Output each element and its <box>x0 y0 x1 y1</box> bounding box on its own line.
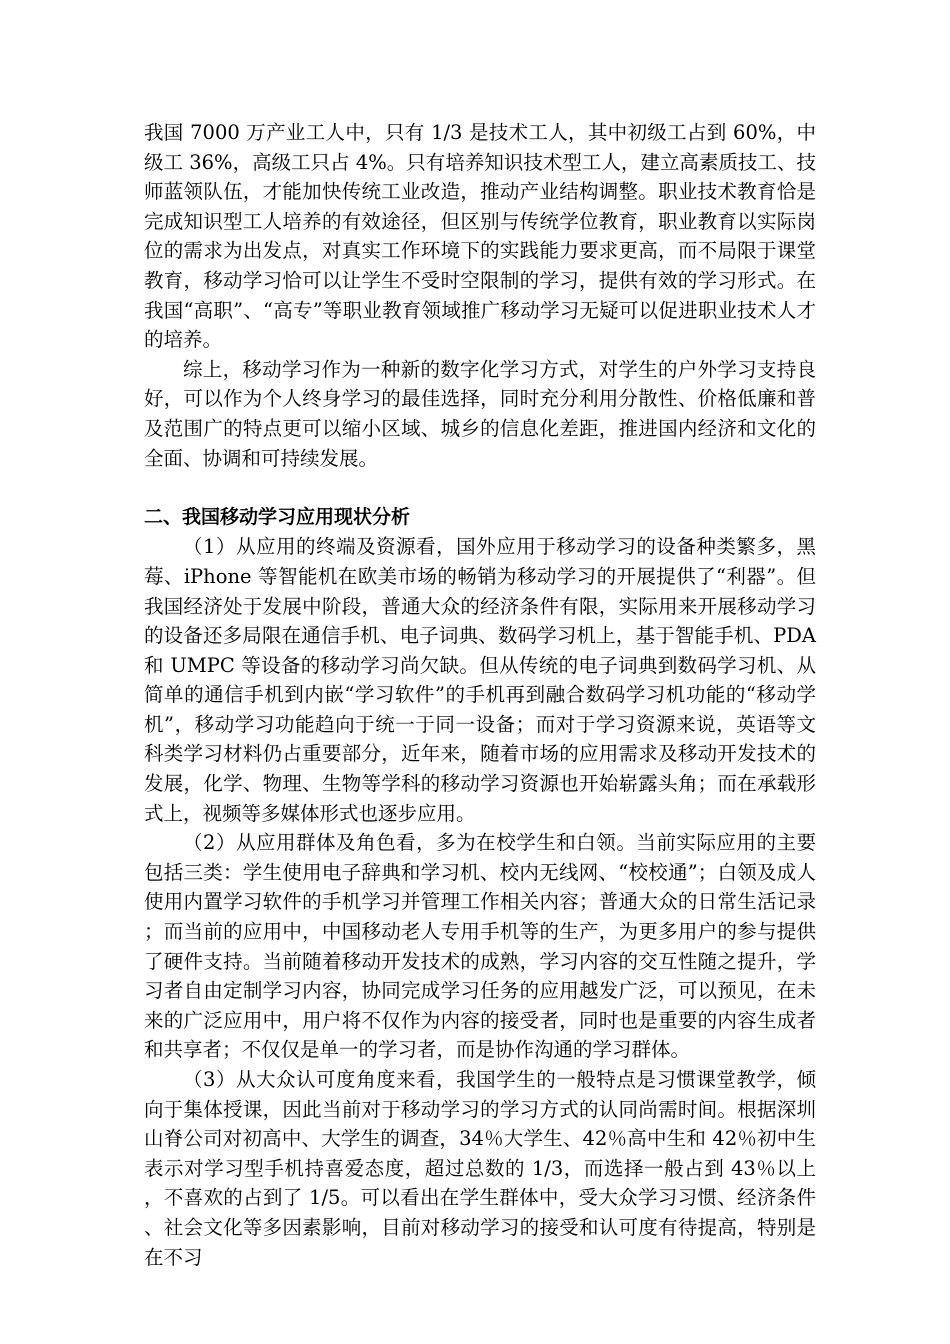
body-paragraph: 综上，移动学习作为一种新的数字化学习方式，对学生的户外学习支持良好，可以作为个人终身学习的最佳选择，同时充分利用分散性、价格低廉和普及范围广的特点更可以缩小区域、城乡的信息化差距，推进国内经济和文化的全面、协调和可持续发展。 <box>144 357 816 470</box>
body-paragraph: 我国 7000 万产业工人中，只有 1/3 是技术工人，其中初级工占到 60%，中级工 36%，高级工只占 4%。只有培养知识技术型工人，建立高素质技工、技师蓝领队伍，才能加快传统工业改造，推动产业结构调整。职业技术教育恰是完成知识型工人培养的有效途径，但区别与传统学位教育，职业教育以实际岗位的需求为出发点，对真实工作环境下的实践能力要求更高，而不局限于课堂教育，移动学习恰可以让学生不受时空限制的学习，提供有效的学习形式。在我国“高职”、“高专”等职业教育领域推广移动学习无疑可以促进职业技术人才的培养。 <box>144 121 816 352</box>
body-paragraph: （3）从大众认可度角度来看，我国学生的一般特点是习惯课堂教学，倾向于集体授课，因此当前对于移动学习的学习方式的认同尚需时间。根据深圳山脊公司对初高中、大学生的调查，34％大学生、42％高中生和 42％初中生表示对学习型手机持喜爱态度，超过总数的 1/3，而选择一般占到 43％以上，不喜欢的占到了 1/5。可以看出在学生群体中，受大众学习习惯、经济条件、社会文化等多因素影响，目前对移动学习的接受和认可度有待提高，特别是在不习 <box>144 1068 816 1269</box>
document-page <box>144 118 816 1272</box>
body-paragraph: （2）从应用群体及角色看，多为在校学生和白领。当前实际应用的主要包括三类：学生使用电子辞典和学习机、校内无线网、“校校通”；白领及成人使用内置学习软件的手机学习并管理工作相关内容；普通大众的日常生活记录；而当前的应用中，中国移动老人专用手机等的生产，为更多用户的参与提供了硬件支持。当前随着移动开发技术的成熟，学习内容的交互性随之提升，学习者自由定制学习内容，协同完成学习任务的应用越发广泛，可以预见，在未来的广泛应用中，用户将不仅作为内容的接受者，同时也是重要的内容生成者和共享者；不仅仅是单一的学习者，而是协作沟通的学习群体。 <box>144 831 816 1062</box>
body-paragraph: （1）从应用的终端及资源看，国外应用于移动学习的设备种类繁多，黑莓、iPhone 等智能机在欧美市场的畅销为移动学习的开展提供了“利器”。但我国经济处于发展中阶段，普通大众的经济条件有限，实际用来开展移动学习的设备还多局限在通信手机、电子词典、数码学习机上，基于智能手机、PDA 和 UMPC 等设备的移动学习尚欠缺。但从传统的电子词典到数码学习机、从简单的通信手机到内嵌“学习软件”的手机再到融合数码学习机功能的“移动学机”，移动学习功能趋向于统一于同一设备；而对于学习资源来说，英语等文科类学习材料仍占重要部分，近年来，随着市场的应用需求及移动开发技术的发展，化学、物理、生物等学科的移动学习资源也开始崭露头角；而在承载形式上，视频等多媒体形式也逐步应用。 <box>144 535 816 825</box>
section-heading: 二、我国移动学习应用现状分析 <box>144 505 411 528</box>
